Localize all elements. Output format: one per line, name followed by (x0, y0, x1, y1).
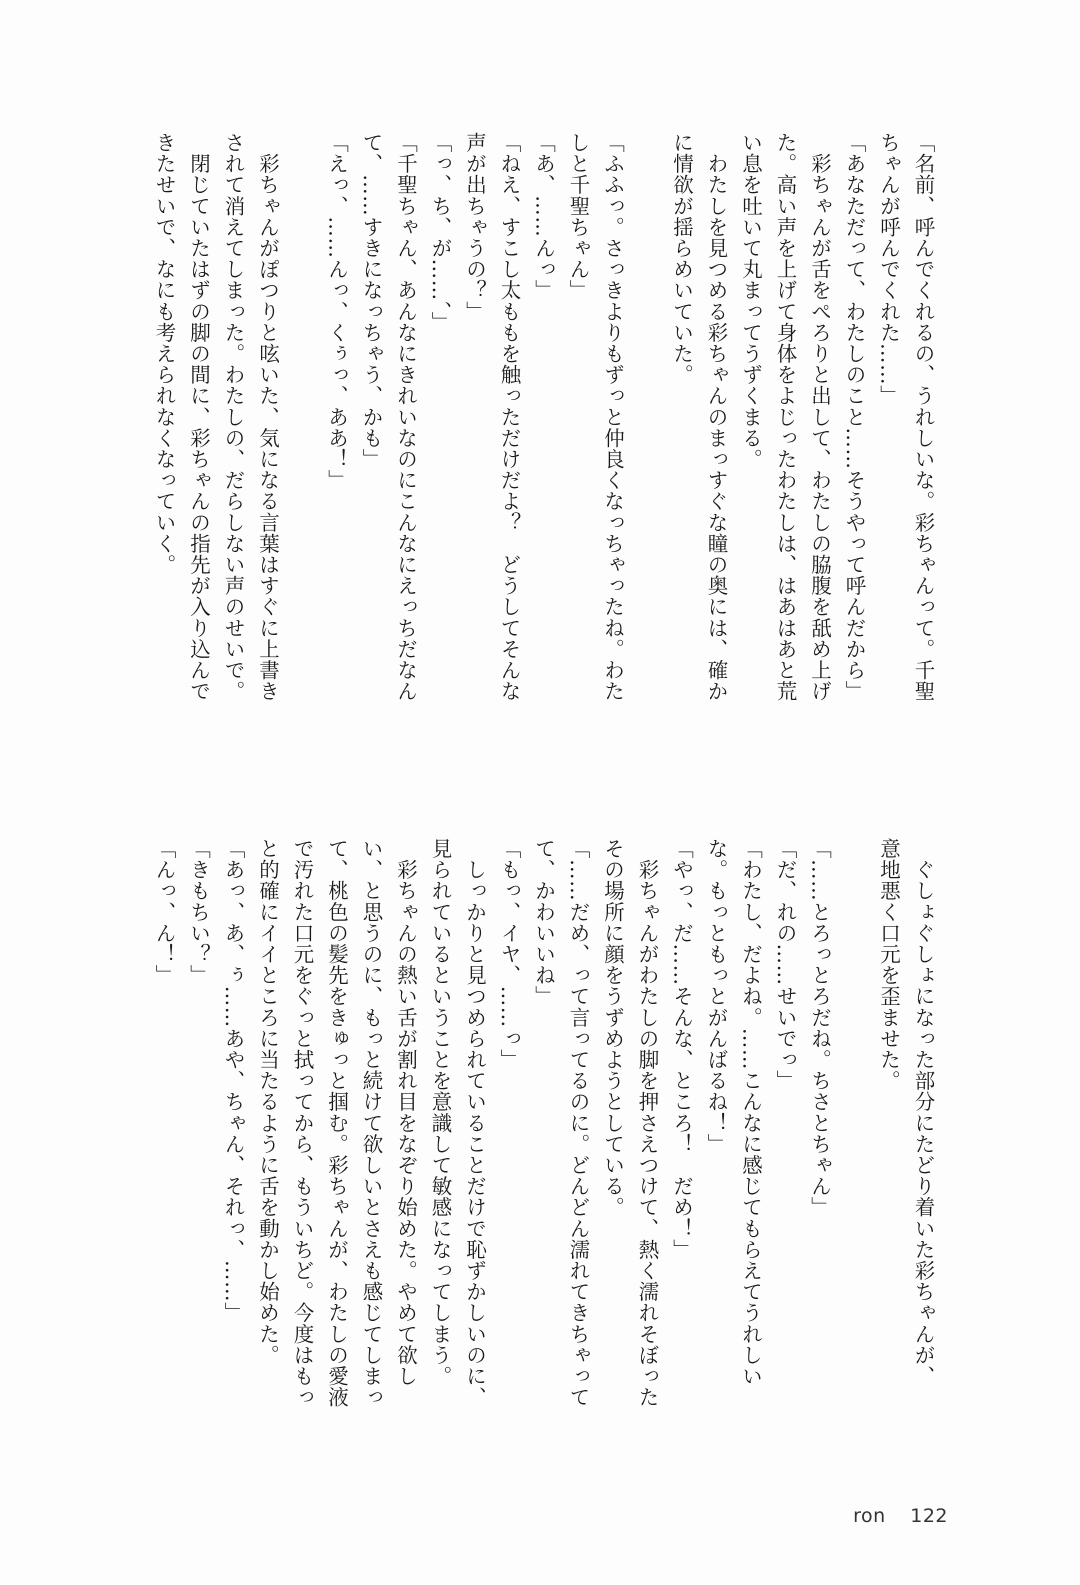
text-line: その場所に顔をうずめようとしている。 (600, 838, 625, 1218)
text-line: と的確にイイところに当たるように舌を動かし始めた。 (255, 838, 280, 1366)
text-line: ちゃんが呼んでくれた……」 (876, 132, 901, 407)
text-line: 「ふふっ。さっきよりもずっと仲良くなっちゃったね。わた (600, 132, 625, 702)
text-line: に情欲が揺らめいていた。 (669, 132, 694, 386)
text-line: 声が出ちゃうの？」 (462, 132, 487, 322)
text-line: わたしを見つめる彩ちゃんのまっすぐな瞳の奥には、確か (704, 132, 728, 702)
text-line: 「……とろっとろだね。ちさとちゃん」 (807, 838, 832, 1218)
text-line: 「んっ、ん！」 (152, 838, 176, 986)
author-name: ron (853, 1505, 886, 1527)
text-line: い、と思うのに、もっと続けて欲しいとさえも感じてしまっ (359, 838, 383, 1408)
text-line (837, 838, 872, 1478)
text-line: 「もっ、イヤ、……っ」 (497, 838, 521, 1071)
text-line: ぐしょぐしょになった部分にたどり着いた彩ちゃんが、 (911, 838, 935, 1387)
page-footer (853, 1505, 948, 1527)
text-line: しと千聖ちゃん」 (566, 132, 590, 301)
text-line: て、……すきになっちゃう、かも」 (359, 132, 383, 470)
text-line: 「だ、れの……せいでっ」 (773, 838, 797, 1092)
text-line: て、かわいいね」 (531, 838, 556, 1007)
text-line: 彩ちゃんが舌をぺろりと出して、わたしの脇腹を舐め上げ (807, 132, 832, 702)
upper-text-block (147, 132, 941, 812)
text-line: て、桃色の髪先をきゅっと掴む。彩ちゃんが、わたしの愛液 (324, 838, 349, 1408)
text-line: 「ねえ、すこし太ももを触っただけだよ？ どうしてそんな (497, 132, 521, 702)
text-line: 「やっ、だ……そんな、ところ！ だめ！」 (669, 838, 694, 1260)
text-line: 閉じていたはずの脚の間に、彩ちゃんの指先が入り込んで (186, 132, 211, 702)
text-line: た。高い声を上げて身体をよじったわたしは、はあはあと荒 (773, 132, 797, 702)
text-line: で汚れた口元をぐっと拭ってから、もういちど。今度はもっ (290, 838, 314, 1408)
text-line: 見られているということを意識して敏感になってしまう。 (428, 838, 452, 1387)
text-line: 「あっ、あ、ぅ……あや、ちゃん、それっ、……」 (221, 838, 245, 1324)
text-line: 「きもちい？」 (186, 838, 211, 986)
text-line: 彩ちゃんがわたしの脚を押さえつけて、熱く濡れそぼった (635, 838, 659, 1408)
text-line: い息を吐いて丸まってうずくまる。 (738, 132, 763, 470)
text-line: しっかりと見つめられていることだけで恥ずかしいのに、 (462, 838, 487, 1408)
text-line: されて消えてしまった。わたしの、だらしない声のせいで。 (221, 132, 245, 702)
page-number: 122 (910, 1505, 948, 1527)
lower-text-block (147, 838, 941, 1478)
text-line: 「名前、呼んでくれるの、うれしいな。彩ちゃんって。千聖 (911, 132, 935, 702)
text-line: 「えっ、……んっ、くぅっ、ああ！」 (324, 132, 349, 491)
text-line: な。もっともっとがんばるね！」 (704, 838, 728, 1155)
text-line (630, 132, 665, 812)
text-line: 彩ちゃんの熱い舌が割れ目をなぞり始めた。やめて欲し (393, 838, 418, 1387)
text-line: 「あ、……んっ」 (531, 132, 556, 301)
text-line: 「っ、ち、が……、」 (428, 132, 452, 333)
text-line: 「千聖ちゃん、あんなにきれいなのにこんなにえっちだなん (393, 132, 418, 702)
text-line: 「あなただって、わたしのこと……そうやって呼んだから」 (842, 132, 866, 702)
text-line: 意地悪く口元を歪ませた。 (876, 838, 901, 1092)
text-line: 彩ちゃんがぽつりと呟いた、気になる言葉はすぐに上書き (255, 132, 280, 702)
text-line: きたせいで、なにも考えられなくなっていく。 (152, 132, 176, 576)
text-line (285, 132, 320, 812)
text-line: 「……だめ、って言ってるのに。どんどん濡れてきちゃって (566, 838, 590, 1408)
text-line: 「わたし、だよね。……こんなに感じてもらえてうれしい (738, 838, 763, 1387)
